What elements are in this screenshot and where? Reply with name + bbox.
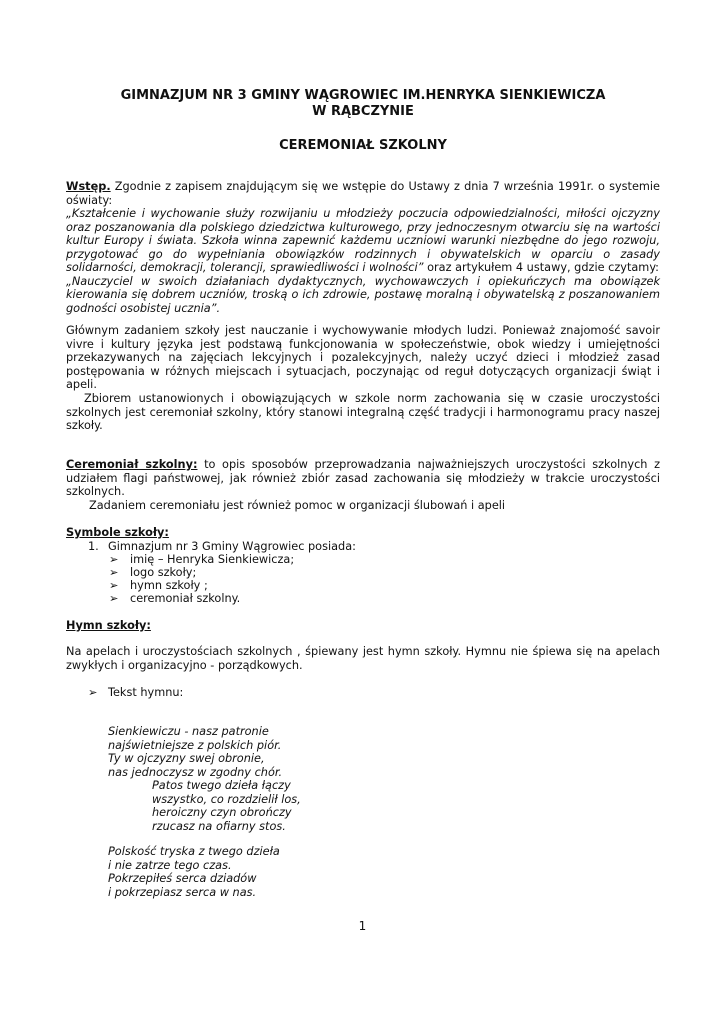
intro-label: Wstęp.	[66, 180, 111, 193]
intro-text: Zgodnie z zapisem znajdującym się we wstępie do Ustawy z dnia 7 września 1991r. o systemie oświaty:	[66, 180, 660, 207]
bullet-arrow-icon: ➢	[109, 566, 119, 579]
symbols-heading: Symbole szkoły:	[66, 526, 169, 539]
hymn-text-label: Tekst hymnu:	[108, 686, 184, 699]
bullet-arrow-icon: ➢	[109, 579, 119, 592]
symbols-bullet-3: hymn szkoły ;	[130, 579, 208, 592]
hymn-line: Pokrzepiłeś serca dziadów	[108, 872, 257, 885]
ceremonial-text: to opis sposobów przeprowadzania najważniejszych uroczystości szkolnych z udziałem flagi państwowej, jak również zbiór zasad zachowania się młodzieży w trakcie uroczystości szkolnych.	[66, 458, 661, 498]
hymn-line: heroiczny czyn obrończy	[152, 806, 292, 819]
school-name-heading	[66, 88, 660, 120]
bullet-arrow-icon: ➢	[88, 686, 98, 699]
ceremonial-text-2: Zadaniem ceremoniału jest również pomoc w organizacji ślubowań i apeli	[89, 499, 506, 512]
symbols-item-number: 1.	[88, 540, 99, 553]
hymn-paragraph: Na apelach i uroczystościach szkolnych , śpiewany jest hymn szkoły. Hymnu nie śpiewa się na apelach zwykłych i organizacyjno - porządkowych.	[66, 645, 660, 672]
bullet-arrow-icon: ➢	[109, 553, 119, 566]
intro-quote-1: „Kształcenie i wychowanie służy rozwijaniu u młodzieży poczucia odpowiedzialności, miłości ojczyzny oraz poszanowania dla polskiego dziedzictwa kulturowego, przy jednoczesnym otwarciu się na wartości kultur Europy i świata. Szkoła winna zapewnić każdemu uczniowi warunki niezbędne do jego rozwoju, przygotować go do wypełniania obowiązków rodzinnych i obywatelskich w oparciu o zasady solidarności, demokracji, tolerancji, sprawiedliwości i wolności”	[66, 207, 660, 274]
intro-quote-2: „Nauczyciel w swoich działaniach dydaktycznych, wychowawczych i opiekuńczych ma obowiązek kierowania się dobrem uczniów, troską o ich zdrowie, postawę moralną i obywatelską z poszanowaniem godności osobistej ucznia”.	[66, 274, 660, 315]
hymn-heading-row	[66, 619, 660, 633]
page-number: 1	[358, 919, 367, 933]
symbols-bullet-1: imię – Henryka Sienkiewicza;	[130, 553, 295, 566]
hymn-line: Ty w ojczyzny swej obronie,	[108, 752, 265, 765]
hymn-line: nas jednoczysz w zgodny chór.	[108, 765, 283, 779]
hymn-line: i nie zatrze tego czas.	[108, 858, 232, 872]
symbols-bullet-2: logo szkoły;	[130, 566, 197, 579]
hymn-stanza-3	[108, 845, 280, 899]
school-name-line1: GIMNAZJUM NR 3 GMINY WĄGROWIEC IM.HENRYKA SIENKIEWICZA	[120, 88, 606, 103]
hymn-stanza-2	[152, 779, 301, 833]
hymn-stanza-1	[108, 725, 282, 779]
school-name-line2: W RĄBCZYNIE	[312, 104, 414, 119]
hymn-heading: Hymn szkoły:	[66, 619, 151, 632]
hymn-line: wszystko, co rozdzielił los,	[152, 792, 301, 806]
symbols-bullet-4: ceremoniał szkolny.	[130, 592, 241, 605]
zbiorem-paragraph: Zbiorem ustanowionych i obowiązujących w szkole norm zachowania się w czasie uroczystości szkolnych jest ceremoniał szkolny, który stanowi integralną część tradycji i harmonogramu pracy naszej szkoły.	[66, 392, 660, 432]
bullet-arrow-icon: ➢	[109, 592, 119, 605]
hymn-line: Polskość tryska z twego dzieła	[108, 845, 280, 858]
main-task-paragraph: Głównym zadaniem szkoły jest nauczanie i wychowywanie młodych ludzi. Ponieważ znajomość savoir vivre i kultury języka jest podstawą funkcjonowania w społeczeństwie, obok wiedzy i umiejętności przekazywanych na zajęciach lekcyjnych i pozalekcyjnych, należy uczyć dzieci i młodzież zasad postępowania w różnych miejscach i sytuacjach, poczynając od reguł dotyczących organizacji świąt i apeli.	[66, 324, 660, 391]
ceremonial-paragraph	[66, 458, 660, 499]
hymn-line: i pokrzepiasz serca w nas.	[108, 885, 257, 899]
intro-text-2: oraz artykułem 4 ustawy, gdzie czytamy:	[423, 261, 659, 274]
hymn-line: Patos twego dzieła łączy	[152, 779, 291, 792]
hymn-line: najświetniejsze z polskich piór.	[108, 738, 282, 752]
hymn-line: Sienkiewiczu - nasz patronie	[108, 725, 269, 738]
hymn-line: rzucasz na ofiarny stos.	[152, 819, 286, 833]
document-title: CEREMONIAŁ SZKOLNY	[279, 138, 447, 153]
symbols-item-text: Gimnazjum nr 3 Gminy Wągrowiec posiada:	[108, 540, 356, 553]
intro-paragraph	[66, 180, 660, 315]
symbols-section	[66, 526, 660, 540]
ceremonial-label: Ceremoniał szkolny:	[66, 458, 198, 471]
